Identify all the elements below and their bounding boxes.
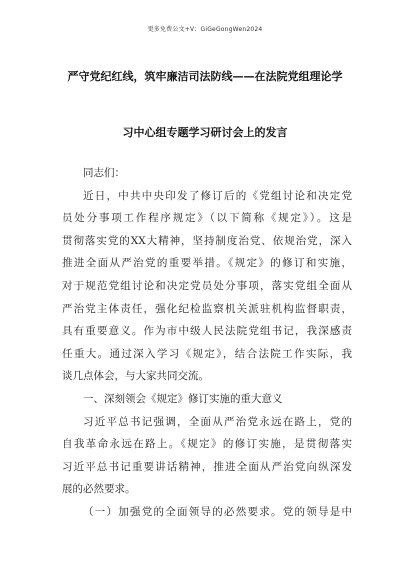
- paragraph-line: 贯彻落实党的XX大精神，坚持制度治党、依规治党，深入: [62, 234, 352, 247]
- paragraph-line: 近日，中共中央印发了修订后的《党组讨论和决定党: [83, 189, 352, 202]
- paragraph-line: 对于规范党组讨论和决定党员处分事项，落实党组全面从: [62, 279, 352, 292]
- section-heading: 一、深刻领会《规定》修订实施的重大意义: [83, 392, 283, 405]
- paragraph-line: 推进全面从严治党的重要举措。《规定》的修订和实施，: [62, 257, 352, 270]
- document-title-line-2: 习中心组专题学习研讨会上的发言: [122, 126, 288, 139]
- document-title-line-1: 严守党纪红线，筑牢廉洁司法防线——在法院党组理论学: [67, 70, 343, 83]
- document-body: [62, 162, 352, 524]
- header-note: 更多免费公文+V：GiGeGongWen2024: [147, 26, 263, 33]
- paragraph-line: 习近平总书记强调，全面从严治党永远在路上，党的: [83, 415, 352, 428]
- paragraph-line: 展的必然要求。: [62, 483, 136, 496]
- paragraph-line: 谈几点体会，与大家共同交流。: [62, 370, 209, 383]
- paragraph-line: 自我革命永远在路上。《规定》的修订实施，是贯彻落实: [62, 438, 352, 451]
- paragraph-line: 习近平总书记重要讲话精神，推进全面从严治党向纵深发: [62, 460, 352, 473]
- paragraph-line: 严治党主体责任，强化纪检监察机关派驻机构监督职责，: [62, 302, 352, 315]
- paragraph-line: 任重大。通过深入学习《规定》，结合法院工作实际，我: [62, 347, 352, 360]
- greeting: 同志们：: [83, 167, 125, 179]
- paragraph-line: 员处分事项工作程序规定》（以下简称《规定》）。这是: [62, 212, 352, 225]
- paragraph-line: （一）加强党的全面领导的必然要求。党的领导是中: [83, 505, 352, 518]
- paragraph-line: 具有重要意义。作为市中级人民法院党组书记，我深感责: [62, 325, 352, 338]
